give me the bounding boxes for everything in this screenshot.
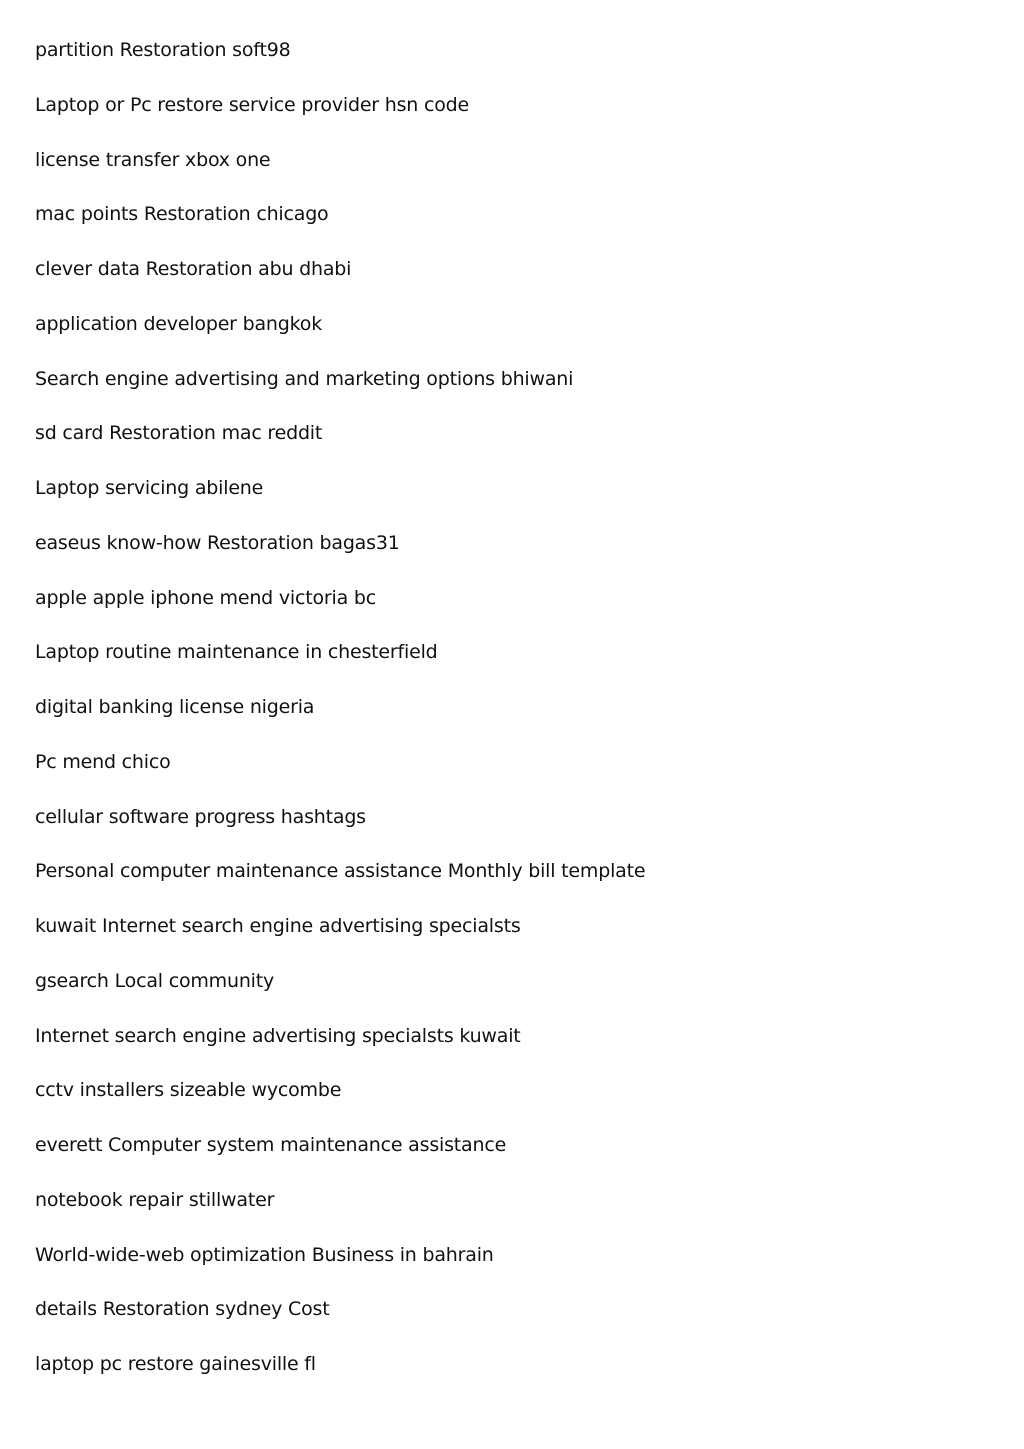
text-line: Personal computer maintenance assistance Monthly bill template (35, 860, 646, 883)
text-line: license transfer xbox one (35, 148, 271, 171)
text-line: apple apple iphone mend victoria bc (35, 586, 376, 609)
text-line: Laptop routine maintenance in chesterfield (35, 641, 438, 664)
text-line: Search engine advertising and marketing options bhiwani (35, 367, 574, 390)
text-line: everett Computer system maintenance assistance (35, 1134, 507, 1156)
text-line: kuwait Internet search engine advertising specialsts (35, 915, 521, 937)
text-line: mac points Restoration chicago (35, 203, 329, 226)
text-line: laptop pc restore gainesville fl (35, 1353, 316, 1375)
text-line: gsearch Local community (35, 969, 275, 992)
text-line: application developer bangkok (35, 312, 322, 335)
text-line: Internet search engine advertising specialsts kuwait (35, 1024, 521, 1047)
text-line: Laptop or Pc restore service provider hsn code (35, 93, 470, 116)
text-line: easeus know-how Restoration bagas31 (35, 531, 400, 554)
text-line: partition Restoration soft98 (35, 39, 291, 61)
text-line: Laptop servicing abilene (35, 477, 264, 499)
text-line: sd card Restoration mac reddit (35, 422, 323, 445)
text-line: digital banking license nigeria (35, 696, 315, 718)
text-line: clever data Restoration abu dhabi (35, 258, 352, 280)
text-line-list (35, 36, 645, 1405)
text-line: notebook repair stillwater (35, 1188, 275, 1211)
text-line: Pc mend chico (35, 750, 171, 773)
text-line: cellular software progress hashtags (35, 805, 366, 828)
text-line: cctv installers sizeable wycombe (35, 1079, 342, 1102)
text-line: World-wide-web optimization Business in bahrain (35, 1243, 494, 1266)
text-line: details Restoration sydney Cost (35, 1298, 330, 1321)
